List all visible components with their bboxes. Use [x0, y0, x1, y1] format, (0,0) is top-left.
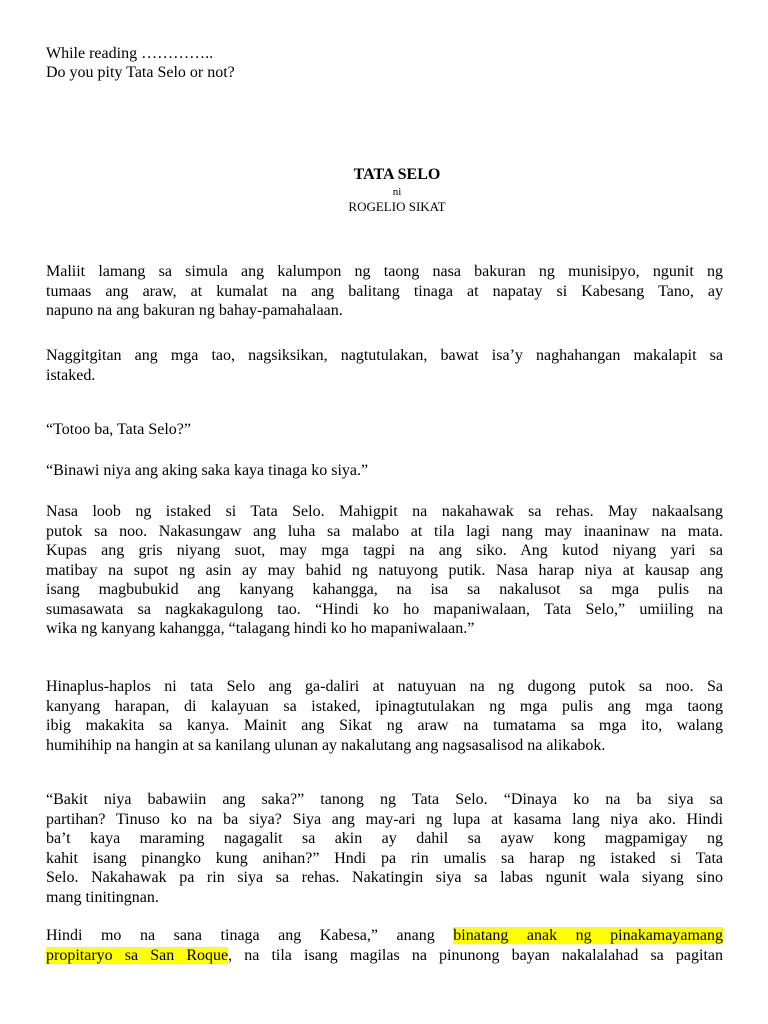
paragraph-line: Hinaplus-haplos ni tata Selo ang ga-daliri at natuyuan na ng dugong putok sa noo. Sa [46, 678, 723, 695]
story-by: ni [392, 186, 402, 198]
highlighted-text: binatang anak ng pinakamayamang [453, 927, 723, 944]
story-heading [0, 165, 768, 215]
paragraph-text: Hindi mo na sana tinaga ang Kabesa,” anang [46, 927, 454, 944]
paragraph-3 [46, 420, 723, 440]
paragraph-8 [46, 926, 723, 965]
paragraph-line: tumaas ang araw, at kumalat na ang balitang tinaga at napatay si Kabesang Tano, ay [46, 282, 723, 300]
paragraph-2 [46, 346, 723, 385]
paragraph-line: napuno na ang bakuran ng bahay-pamahalaan. [46, 302, 343, 319]
paragraph-line: kahit isang pinangko kung anihan?” Hndi pa rin umalis sa harap ng istaked si Tata [46, 849, 723, 867]
paragraph-text: , na tila isang magilas na pinunong bayan nakalalahad sa pagitan [228, 946, 723, 964]
paragraph-line: isang magbubukid ang kanyang kahangga, na isa sa nakalusot sa mga pulis na [46, 581, 723, 598]
paragraph-line: putok sa noo. Nakasungaw ang luha sa malabo at tila lagi nang may inaaninaw na mata. [46, 522, 723, 540]
paragraph-line: kanyang harapan, di kalayuan sa istaked, ipinagtutulakan ng mga pulis ang mga taong [46, 697, 723, 715]
paragraph-line: sumasawata sa nagkakagulong tao. “Hindi ko ho mapaniwalaan, Tata Selo,” umiiling na [46, 600, 723, 618]
paragraph-line: wika ng kanyang kahangga, “talagang hindi ko ho mapaniwalaan.” [46, 620, 475, 637]
paragraph-line: humihihip na hangin at sa kanilang ulunan ay nakalutang ang nagsasalisod na alikabok. [46, 736, 606, 754]
story-title: TATA SELO [353, 166, 441, 183]
paragraph-line: ibig makakita sa kanya. Mainit ang Sikat ng araw na tumatama sa mga ito, walang [46, 717, 723, 734]
paragraph-line: Selo. Nakahawak pa rin siya sa rehas. Nakatingin siya sa labas ngunit wala siyang sino [46, 869, 723, 886]
reading-prompt [46, 44, 235, 82]
paragraph-line [46, 946, 723, 966]
paragraph-1 [46, 262, 723, 321]
prompt-line-question: Do you pity Tata Selo or not? [46, 64, 235, 81]
story-author: ROGELIO SIKAT [348, 199, 446, 214]
paragraph-7 [46, 790, 723, 907]
paragraph-line: Kupas ang gris niyang suot, may mga tagpi na ang siko. Ang kutod niyang yari sa [46, 542, 723, 559]
paragraph-line: “Totoo ba, Tata Selo?” [46, 421, 191, 438]
paragraph-5 [46, 502, 723, 639]
paragraph-6 [46, 677, 723, 755]
paragraph-line: Naggitgitan ang mga tao, nagsiksikan, nagtutulakan, bawat isa’y naghahangan makalapit sa [46, 347, 723, 364]
paragraph-line: partihan? Tinuso ko na ba siya? Siya ang may-ari ng lupa at kasama lang niya ako. Hindi [46, 810, 723, 828]
prompt-line-while-reading: While reading ………….. [46, 45, 214, 62]
highlighted-text: propitaryo sa San Roque [46, 946, 229, 964]
paragraph-line: “Binawi niya ang aking saka kaya tinaga ko siya.” [46, 462, 369, 479]
paragraph-line: “Bakit niya babawiin ang saka?” tanong ng Tata Selo. “Dinaya ko na ba siya sa [46, 791, 723, 808]
paragraph-line: Maliit lamang sa simula ang kalumpon ng taong nasa bakuran ng munisipyo, ngunit ng [46, 263, 723, 280]
paragraph-line: istaked. [46, 366, 96, 384]
paragraph-line: ba’t kaya maraming nagagalit sa akin ay dahil sa ayaw kong magpamigay ng [46, 830, 723, 847]
paragraph-line: mang tinitingnan. [46, 888, 159, 906]
paragraph-4 [46, 461, 723, 481]
paragraph-line: Nasa loob ng istaked si Tata Selo. Mahigpit na nakahawak sa rehas. May nakaalsang [46, 503, 723, 520]
paragraph-line: matibay na supot ng asin ay may bahid ng natuyong putik. Nasa harap niya at kausap ang [46, 561, 723, 579]
paragraph-line [46, 926, 723, 946]
